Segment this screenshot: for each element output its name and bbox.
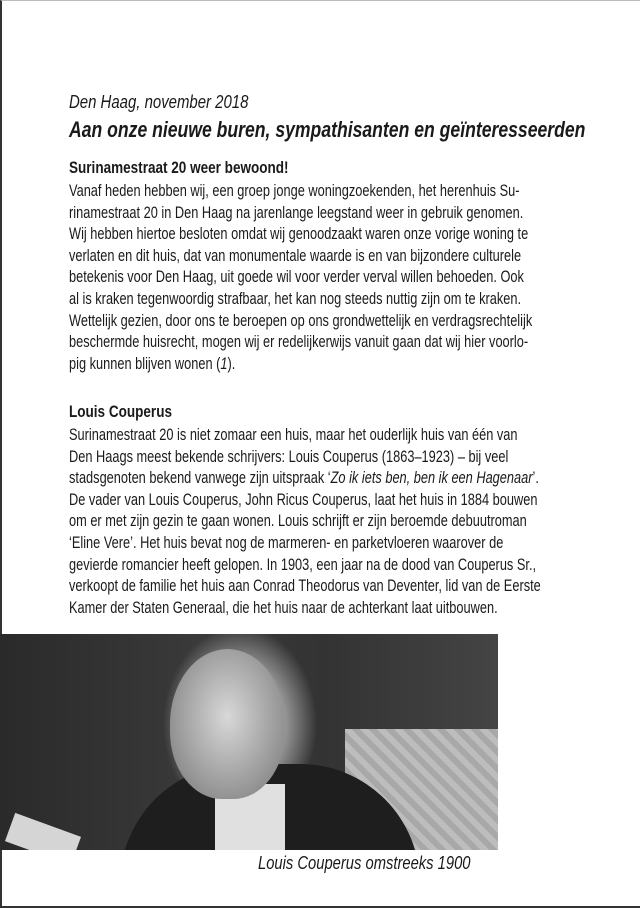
text-line <box>69 354 235 374</box>
text-line <box>69 332 528 352</box>
photo-louis-couperus <box>0 634 498 850</box>
text-line <box>69 425 518 445</box>
text-segment: pig kunnen blijven wonen ( <box>69 354 221 373</box>
text-segment: betekenis voor Den Haag, uit goede wil voor verder verval willen behoeden. Ook <box>69 268 524 287</box>
text-segment: Den Haags meest bekende schrijvers: Louis Couperus (1863–1923) – bij veel <box>69 447 509 466</box>
text-line <box>69 203 523 223</box>
section-heading-bewoond: Surinamestraat 20 weer bewoond! <box>69 159 289 177</box>
text-line <box>69 267 524 287</box>
text-segment: gevierde romancier heeft gelopen. In 1903, een jaar na de dood van Couperus Sr., <box>69 555 537 574</box>
text-line <box>69 246 521 266</box>
text-segment: Vanaf heden hebben wij, een groep jonge woningzoekenden, het herenhuis Su- <box>69 182 520 200</box>
text-line <box>69 447 508 467</box>
italic-text: Zo ik iets ben, ben ik een Hagenaar <box>330 469 533 488</box>
text-segment: Wij hebben hiertoe besloten omdat wij genoodzaakt waren onze vorige woning te <box>69 225 529 244</box>
text-line <box>69 468 539 488</box>
text-segment: ). <box>227 354 236 373</box>
text-line <box>69 224 528 244</box>
text-segment: ‘Eline Vere’. Het huis bevat nog de marmeren- en parketvloeren waarover de <box>69 534 504 552</box>
text-line <box>69 576 541 596</box>
text-line <box>69 289 521 309</box>
text-segment: De vader van Louis Couperus, John Ricus Couperus, laat het huis in 1884 bouwen <box>69 490 538 509</box>
photo-caption: Louis Couperus omstreeks 1900 <box>258 853 471 873</box>
text-line <box>69 490 537 510</box>
text-segment: Wettelijk gezien, door ons te beroepen op ons grondwettelijk en verdragsrechtelijk <box>69 311 533 330</box>
text-line <box>69 533 503 553</box>
text-segment: ’. <box>532 469 539 488</box>
italic-text: 1 <box>220 354 228 373</box>
text-segment: rinamestraat 20 in Den Haag na jarenlange leegstand weer in gebruik genomen. <box>69 203 524 222</box>
text-segment: Surinamestraat 20 is niet zomaar een huis, maar het ouderlijk huis van één van <box>69 426 518 444</box>
text-line <box>69 311 532 331</box>
text-line <box>69 555 536 575</box>
text-segment: stadsgenoten bekend vanwege zijn uitspraak ‘ <box>69 469 331 488</box>
text-line <box>69 181 520 201</box>
text-line <box>69 511 527 531</box>
text-segment: Kamer der Staten Generaal, die het huis naar de achterkant laat uitbouwen. <box>69 598 498 617</box>
letter-salutation: Aan onze nieuwe buren, sympathisanten en geïnteresseerden <box>69 117 586 142</box>
text-segment: verlaten en dit huis, dat van monumentale waarde is en van bijzondere culturele <box>69 246 522 265</box>
text-segment: om er met zijn gezin te gaan wonen. Louis schrijft er zijn beroemde debuutroman <box>69 512 527 531</box>
text-line <box>69 598 498 618</box>
text-segment: verkoopt de familie het huis aan Conrad Theodorus van Deventer, lid van de Eerste <box>69 577 541 596</box>
letter-date: Den Haag, november 2018 <box>69 92 249 112</box>
text-segment: al is kraken tegenwoordig strafbaar, het kan nog steeds nuttig zijn om te kraken. <box>69 290 522 308</box>
text-segment: beschermde huisrecht, mogen wij er redelijkerwijs vanuit gaan dat wij hier voorlo- <box>69 333 529 352</box>
section-heading-couperus: Louis Couperus <box>69 403 172 421</box>
